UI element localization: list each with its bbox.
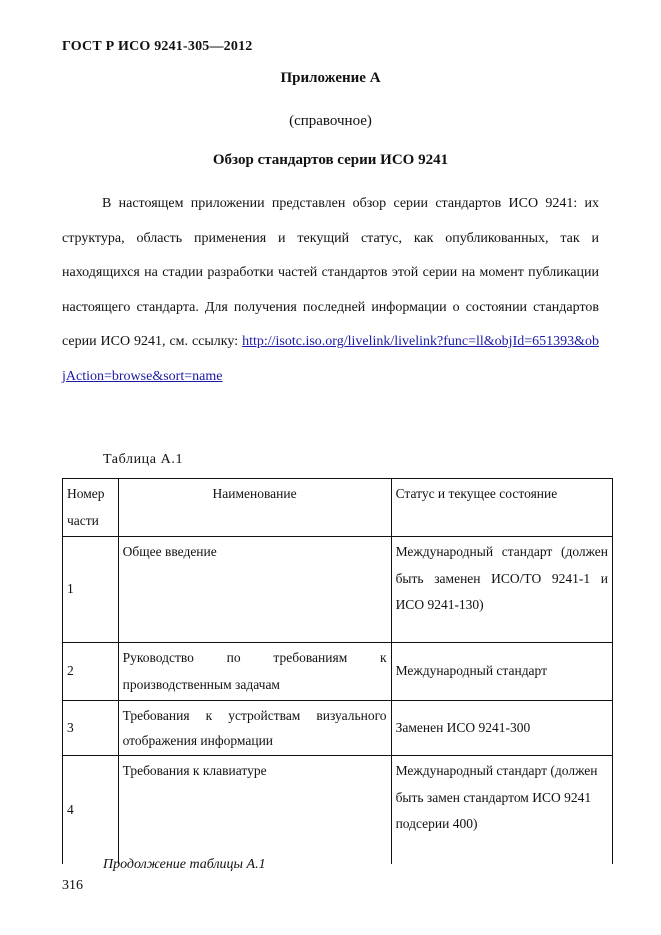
row-number: 1 <box>63 537 119 643</box>
table-row <box>63 756 613 864</box>
row-name <box>118 701 391 756</box>
row-name <box>118 643 391 701</box>
row-status: Международный стандарт (должен быть замен стандартом ИСО 9241 подсерии 400) <box>391 756 612 864</box>
appendix-title: Приложение А <box>280 70 381 86</box>
row-number: 3 <box>63 701 119 756</box>
row-status: Заменен ИСО 9241-300 <box>391 701 612 756</box>
table-caption: Таблица А.1 <box>103 452 184 467</box>
row-name: Общее введение <box>118 537 391 643</box>
document-header: ГОСТ Р ИСО 9241-305—2012 <box>62 39 253 54</box>
row-name-text: Требования к устройствам визуального отображения информации <box>122 708 387 748</box>
intro-text: В настоящем приложении представлен обзор серии стандартов ИСО 9241: их структура, область применения и текущий статус, как опубликованных, так и находящихся на стадии разработки частей стандартов этой серии на момент публикации настоящего стандарта. Для получения последней информации о состоянии стандартов серии ИСО 9241, см. ссылку: <box>62 196 599 350</box>
row-number: 4 <box>63 756 119 864</box>
reference-link[interactable]: http://isotc.iso.org/livelink/livelink?func=ll&objId=651393&objAction=browse&sort=name <box>62 334 600 384</box>
header-status: Статус и текущее состояние <box>391 479 612 537</box>
standards-table <box>62 478 613 864</box>
row-status-text: Международный стандарт (должен быть заменен ИСО/ТО 9241-1 и ИСО 9241-130) <box>395 544 608 612</box>
table-row <box>63 537 613 643</box>
header-name: Наименование <box>118 479 391 537</box>
page-number: 316 <box>62 878 83 893</box>
table-row <box>63 643 613 701</box>
row-status: Международный стандарт <box>391 643 612 701</box>
row-status <box>391 537 612 643</box>
header-number: Номер части <box>63 479 119 537</box>
appendix-reference: (справочное) <box>289 113 372 129</box>
section-heading: Обзор стандартов серии ИСО 9241 <box>212 152 449 168</box>
table-continuation-note: Продолжение таблицы А.1 <box>103 857 266 872</box>
row-name: Требования к клавиатуре <box>118 756 391 864</box>
row-name-text: Руководство по требованиям к производственным задачам <box>122 650 387 692</box>
intro-paragraph <box>62 187 599 395</box>
table-header-row <box>63 479 613 537</box>
row-number: 2 <box>63 643 119 701</box>
table-row <box>63 701 613 756</box>
